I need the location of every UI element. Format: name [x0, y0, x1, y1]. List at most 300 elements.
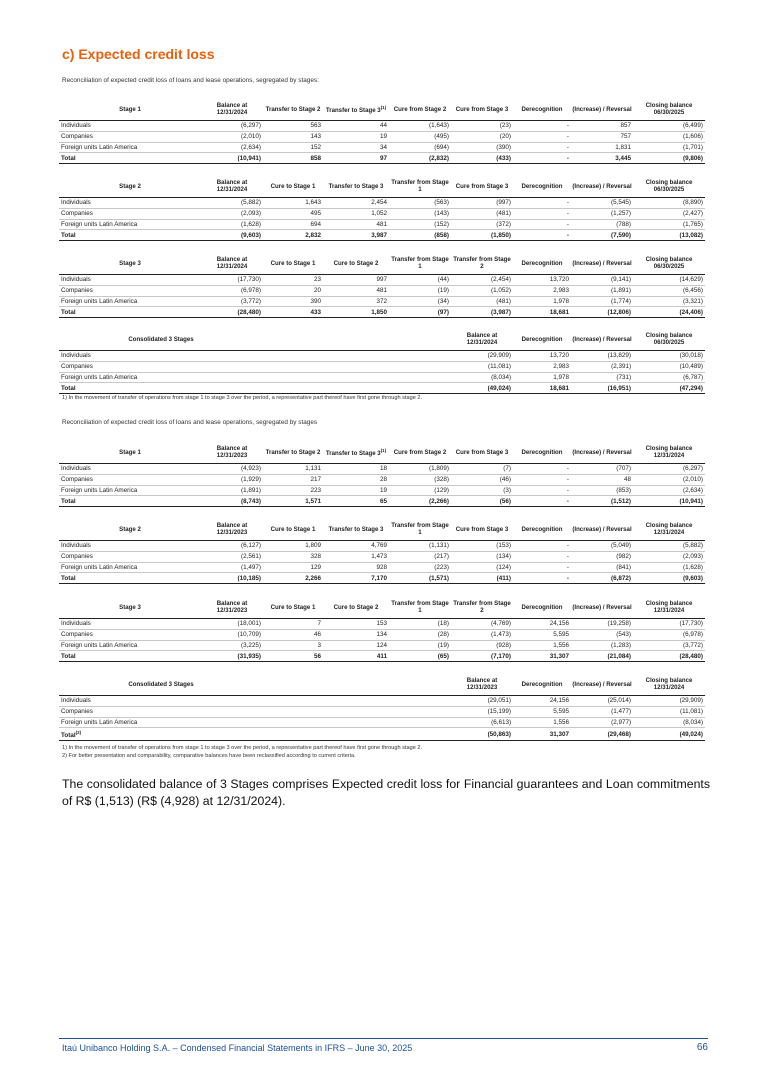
cell-value: (3,772) — [633, 640, 705, 651]
column-header-label: Closing balance 12/31/2024 — [645, 600, 693, 614]
cell-value: - — [513, 464, 571, 475]
row-label: Companies — [59, 474, 201, 485]
cell-value: 857 — [571, 121, 633, 132]
cell-value: (7) — [451, 464, 513, 475]
column-header — [571, 441, 633, 464]
cell-value: (1,477) — [571, 706, 633, 717]
row-label: Total — [59, 307, 201, 318]
column-header-label: Cure from Stage 2 — [393, 448, 447, 456]
cell-value: (11,081) — [451, 361, 513, 372]
column-header — [59, 518, 201, 541]
cell-value: (694) — [389, 142, 451, 153]
column-header: Closing balance 12/31/2024 — [633, 673, 705, 696]
table-row — [59, 474, 705, 485]
cell-value: (2,093) — [633, 551, 705, 562]
cell-value: (1,571) — [389, 573, 451, 584]
table-row — [59, 351, 705, 362]
cell-value: 129 — [263, 562, 323, 573]
cell-value: (997) — [451, 198, 513, 209]
row-label: Individuals — [59, 619, 201, 630]
column-header-label: Transfer from Stage 1 — [391, 256, 449, 270]
column-header — [389, 252, 451, 275]
total-row — [59, 307, 705, 318]
tables2025-stage2-table — [59, 175, 705, 241]
cell-value: (731) — [571, 372, 633, 383]
cell-value: 4,769 — [323, 541, 389, 552]
table-row — [59, 131, 705, 142]
cell-value: - — [513, 573, 571, 584]
cell-value: (134) — [451, 551, 513, 562]
cell-value: (481) — [451, 296, 513, 307]
column-header — [513, 518, 571, 541]
column-header-label: Closing balance 06/30/2025 — [645, 179, 693, 193]
column-header: (Increase) / Reversal — [571, 673, 633, 696]
row-label-text: Total — [61, 384, 76, 392]
cell-value: 34 — [323, 142, 389, 153]
cell-value: (2,454) — [451, 275, 513, 286]
cell-value: 13,720 — [513, 351, 571, 362]
column-header — [201, 441, 263, 464]
column-header-label: Transfer from Stage 1 — [391, 522, 449, 536]
cell-value: 3,987 — [323, 230, 389, 241]
cell-value: (11,081) — [633, 706, 705, 717]
cell-value: (1,497) — [201, 562, 263, 573]
cell-value: (6,499) — [633, 121, 705, 132]
cell-value: 997 — [323, 275, 389, 286]
tables2025-stage3-table — [59, 252, 705, 318]
cell-value: 1,850 — [323, 307, 389, 318]
column-header-label: Cure from Stage 3 — [455, 105, 509, 113]
cell-value: 390 — [263, 296, 323, 307]
cell-value: (495) — [389, 131, 451, 142]
column-header: Balance at 12/31/2023 — [451, 673, 513, 696]
cell-value: (10,941) — [633, 496, 705, 507]
table-row — [59, 142, 705, 153]
cell-value: - — [513, 562, 571, 573]
table-row — [59, 551, 705, 562]
column-header — [323, 596, 389, 619]
cell-value: - — [513, 219, 571, 230]
column-header-label: Transfer to Stage 3 — [325, 450, 381, 458]
total-row — [59, 383, 705, 394]
cell-value: (2,634) — [633, 485, 705, 496]
cell-value: 2,983 — [513, 285, 571, 296]
cell-value: (6,787) — [633, 372, 705, 383]
column-header-label: Cure to Stage 1 — [270, 603, 316, 611]
cell-value: (563) — [389, 198, 451, 209]
cell-value: 13,720 — [513, 275, 571, 286]
column-header — [451, 518, 513, 541]
column-header — [451, 596, 513, 619]
cell-value: 495 — [263, 208, 323, 219]
cell-value: - — [513, 142, 571, 153]
cell-value: (97) — [389, 307, 451, 318]
cell-value: (6,127) — [201, 541, 263, 552]
cell-value: (2,561) — [201, 551, 263, 562]
cell-value: 5,595 — [513, 629, 571, 640]
cell-value: (3,321) — [633, 296, 705, 307]
row-label: Companies — [59, 551, 201, 562]
column-header-label: Derecognition — [521, 525, 563, 533]
cell-value: - — [513, 474, 571, 485]
cell-value: 152 — [263, 142, 323, 153]
column-header-label: Balance at 12/31/2024 — [216, 256, 248, 270]
column-header-label: Balance at 12/31/2024 — [216, 102, 248, 116]
table-row — [59, 541, 705, 552]
cell-value: - — [513, 551, 571, 562]
cell-value: 24,156 — [513, 619, 571, 630]
row-label — [59, 728, 451, 741]
cell-value: (24,406) — [633, 307, 705, 318]
row-label: Total — [59, 573, 201, 584]
page-title: c) Expected credit loss — [62, 46, 215, 62]
column-header-label: Cure to Stage 1 — [270, 525, 316, 533]
column-header — [201, 252, 263, 275]
column-header: Consolidated 3 Stages — [59, 328, 263, 351]
cell-value: (1,929) — [201, 474, 263, 485]
cell-value: (433) — [451, 153, 513, 164]
row-label: Individuals — [59, 464, 201, 475]
column-header-label: Cure from Stage 2 — [393, 105, 447, 113]
column-header-label: (Increase) / Reversal — [572, 259, 632, 267]
column-header — [323, 252, 389, 275]
cell-value: (49,024) — [451, 383, 513, 394]
cell-value: (2,266) — [389, 496, 451, 507]
cell-value: 757 — [571, 131, 633, 142]
cell-value: (34) — [389, 296, 451, 307]
cell-value: (1,283) — [571, 640, 633, 651]
table-row — [59, 706, 705, 717]
column-header — [59, 441, 201, 464]
intro-2024: Reconciliation of expected credit loss of loans and lease operations, segregated by stages — [62, 419, 318, 426]
cell-value: (3,772) — [201, 296, 263, 307]
cell-value: (481) — [451, 208, 513, 219]
row-label: Foreign units Latin America — [59, 562, 201, 573]
column-header — [323, 441, 389, 464]
tables2024-stage3-table — [59, 596, 705, 662]
row-label: Foreign units Latin America — [59, 640, 201, 651]
column-header — [571, 518, 633, 541]
row-label — [59, 717, 451, 728]
cell-value: - — [513, 198, 571, 209]
column-header — [389, 518, 451, 541]
column-header — [633, 441, 705, 464]
column-header — [59, 596, 201, 619]
cell-value: (3) — [451, 485, 513, 496]
column-header-label: Transfer from Stage 1 — [391, 600, 449, 614]
cell-value: (29,468) — [571, 728, 633, 741]
cell-value: (841) — [571, 562, 633, 573]
column-header-label: Derecognition — [521, 259, 563, 267]
total-row — [59, 496, 705, 507]
cell-value: (10,709) — [201, 629, 263, 640]
cell-value: 858 — [263, 153, 323, 164]
cell-value: 19 — [323, 131, 389, 142]
cell-value: (10,489) — [633, 361, 705, 372]
cell-value: (25,014) — [571, 696, 633, 707]
cell-value: 48 — [571, 474, 633, 485]
cell-value: (2,391) — [571, 361, 633, 372]
column-header — [451, 441, 513, 464]
cell-value: 1,473 — [323, 551, 389, 562]
row-label-text: Total — [61, 732, 76, 740]
cell-value: 481 — [323, 285, 389, 296]
cell-value: (707) — [571, 464, 633, 475]
cell-value: 18 — [323, 464, 389, 475]
column-header — [513, 175, 571, 198]
footnote-marker: (1) — [380, 104, 387, 110]
cell-value: (29,909) — [633, 696, 705, 707]
cell-value: 5,595 — [513, 706, 571, 717]
column-header — [633, 518, 705, 541]
cell-value: 1,809 — [263, 541, 323, 552]
column-header-label: Derecognition — [521, 448, 563, 456]
cell-value: (2,010) — [201, 131, 263, 142]
row-label-text: Foreign units Latin America — [61, 718, 138, 726]
tables2025-stage1-table — [59, 98, 705, 164]
column-header — [513, 596, 571, 619]
cell-value: (928) — [451, 640, 513, 651]
cell-value: 1,978 — [513, 296, 571, 307]
cell-value: (1,606) — [633, 131, 705, 142]
cell-value: (6,872) — [571, 573, 633, 584]
column-header-label: Transfer to Stage 3 — [328, 525, 384, 533]
cell-value: (4,769) — [451, 619, 513, 630]
cell-value: 24,156 — [513, 696, 571, 707]
cell-value: (5,882) — [633, 541, 705, 552]
row-label — [59, 372, 451, 383]
cell-value: (47,294) — [633, 383, 705, 394]
cell-value: (10,941) — [201, 153, 263, 164]
row-label-text: Companies — [61, 708, 93, 716]
column-header — [389, 175, 451, 198]
column-header-label: (Increase) / Reversal — [572, 525, 632, 533]
cell-value: (372) — [451, 219, 513, 230]
cell-value: (2,093) — [201, 208, 263, 219]
cell-value: (13,829) — [571, 351, 633, 362]
cell-value: (18) — [389, 619, 451, 630]
header-spacer — [263, 328, 451, 351]
cell-value: 1,556 — [513, 640, 571, 651]
cell-value: (65) — [389, 651, 451, 662]
cell-value: (16,951) — [571, 383, 633, 394]
row-label-text: Individuals — [61, 697, 91, 705]
column-header — [201, 98, 263, 121]
table-row — [59, 372, 705, 383]
header-spacer — [263, 673, 451, 696]
cell-value: (8,034) — [633, 717, 705, 728]
cell-value: - — [513, 131, 571, 142]
cell-value: 563 — [263, 121, 323, 132]
cell-value: (44) — [389, 275, 451, 286]
table-row — [59, 619, 705, 630]
tables2024-stage2-table — [59, 518, 705, 584]
table-row — [59, 629, 705, 640]
cell-value: 23 — [263, 275, 323, 286]
cell-value: (1,643) — [389, 121, 451, 132]
column-header-label: Transfer to Stage 2 — [265, 448, 321, 456]
footnote-1-2024: 1) In the movement of transfer of operations from stage 1 to stage 3 over the period, a representative part thereof have first gone through stage 2. — [62, 745, 423, 751]
table-row — [59, 361, 705, 372]
cell-value: 1,978 — [513, 372, 571, 383]
column-header-label: Stage 1 — [119, 105, 141, 113]
column-header — [571, 596, 633, 619]
cell-value: 217 — [263, 474, 323, 485]
column-header-label: Cure to Stage 2 — [333, 603, 379, 611]
column-header — [201, 518, 263, 541]
cell-value: (29,909) — [451, 351, 513, 362]
column-header — [323, 175, 389, 198]
cell-value: 3 — [263, 640, 323, 651]
table-row — [59, 121, 705, 132]
row-label: Companies — [59, 208, 201, 219]
table-row — [59, 640, 705, 651]
column-header-label: Transfer from Stage 1 — [391, 179, 449, 193]
cell-value: 694 — [263, 219, 323, 230]
cell-value: (2,977) — [571, 717, 633, 728]
cell-value: 223 — [263, 485, 323, 496]
column-header-label: Transfer to Stage 3 — [325, 107, 381, 115]
cell-value: (28,480) — [633, 651, 705, 662]
column-header-label: Balance at 12/31/2023 — [216, 522, 248, 536]
column-header — [451, 252, 513, 275]
tables2024-stage1-table — [59, 441, 705, 507]
column-header-label: Cure to Stage 1 — [270, 182, 316, 190]
row-label-text: Individuals — [61, 352, 91, 360]
cell-value: (152) — [389, 219, 451, 230]
column-header: Derecognition — [513, 673, 571, 696]
column-header-label: Balance at 12/31/2024 — [216, 179, 248, 193]
column-header — [201, 175, 263, 198]
cell-value: (1,257) — [571, 208, 633, 219]
cell-value: (788) — [571, 219, 633, 230]
table-row — [59, 208, 705, 219]
column-header — [513, 252, 571, 275]
page-number: 66 — [696, 1042, 708, 1053]
row-label: Companies — [59, 131, 201, 142]
cell-value: 2,983 — [513, 361, 571, 372]
row-label: Foreign units Latin America — [59, 296, 201, 307]
column-header-label: Cure to Stage 1 — [270, 259, 316, 267]
column-header-label: Closing balance 12/31/2024 — [645, 522, 693, 536]
cell-value: (21,084) — [571, 651, 633, 662]
cell-value: - — [513, 485, 571, 496]
cell-value: 372 — [323, 296, 389, 307]
cell-value: 143 — [263, 131, 323, 142]
footnote-marker: (2) — [75, 730, 82, 736]
cell-value: 2,266 — [263, 573, 323, 584]
column-header-label: Derecognition — [521, 105, 563, 113]
table-row — [59, 275, 705, 286]
row-label: Individuals — [59, 541, 201, 552]
row-label: Foreign units Latin America — [59, 219, 201, 230]
column-header-label: Closing balance 06/30/2025 — [645, 256, 693, 270]
cell-value: 7 — [263, 619, 323, 630]
cell-value: (1,628) — [633, 562, 705, 573]
cell-value: 31,307 — [513, 728, 571, 741]
column-header-label: Cure to Stage 2 — [333, 259, 379, 267]
column-header-label: Balance at 12/31/2023 — [216, 445, 248, 459]
cell-value: 2,832 — [263, 230, 323, 241]
cell-value: (3,225) — [201, 640, 263, 651]
cell-value: 1,831 — [571, 142, 633, 153]
footnote-2-2024: 2) For better presentation and comparability, comparative balances have been reclassified according to current criteria. — [62, 753, 356, 759]
table-row — [59, 696, 705, 707]
row-label-text: Companies — [61, 363, 93, 371]
row-label: Individuals — [59, 198, 201, 209]
cell-value: 20 — [263, 285, 323, 296]
footer-divider — [59, 1038, 708, 1039]
cell-value: 433 — [263, 307, 323, 318]
cell-value: 1,131 — [263, 464, 323, 475]
cell-value: 46 — [263, 629, 323, 640]
column-header-label: Closing balance 06/30/2025 — [645, 102, 693, 116]
row-label — [59, 706, 451, 717]
cell-value: (1,891) — [571, 285, 633, 296]
cell-value: (4,923) — [201, 464, 263, 475]
row-label: Total — [59, 651, 201, 662]
cell-value: 1,643 — [263, 198, 323, 209]
cell-value: (10,185) — [201, 573, 263, 584]
table-row — [59, 485, 705, 496]
column-header-label: Cure from Stage 3 — [455, 182, 509, 190]
column-header: (Increase) / Reversal — [571, 328, 633, 351]
column-header-label: Derecognition — [521, 603, 563, 611]
total-row — [59, 651, 705, 662]
column-header — [59, 175, 201, 198]
tables2025-consolidated-table — [59, 328, 705, 394]
cell-value: (50,863) — [451, 728, 513, 741]
column-header — [201, 596, 263, 619]
column-header: Balance at 12/31/2024 — [451, 328, 513, 351]
cell-value: 134 — [323, 629, 389, 640]
cell-value: (23) — [451, 121, 513, 132]
cell-value: 18,681 — [513, 307, 571, 318]
row-label: Individuals — [59, 275, 201, 286]
cell-value: (19,258) — [571, 619, 633, 630]
total-row — [59, 728, 705, 741]
cell-value: 44 — [323, 121, 389, 132]
cell-value: (1,850) — [451, 230, 513, 241]
cell-value: (543) — [571, 629, 633, 640]
cell-value: (6,297) — [633, 464, 705, 475]
column-header — [263, 441, 323, 464]
column-header — [633, 596, 705, 619]
column-header-label: Balance at 12/31/2023 — [216, 600, 248, 614]
cell-value: (129) — [389, 485, 451, 496]
footnote-marker: (1) — [380, 447, 387, 453]
column-header — [633, 98, 705, 121]
table-row — [59, 717, 705, 728]
column-header-label: Stage 3 — [119, 259, 141, 267]
cell-value: (13,082) — [633, 230, 705, 241]
column-header-label: Derecognition — [521, 182, 563, 190]
cell-value: (1,809) — [389, 464, 451, 475]
cell-value: (6,613) — [451, 717, 513, 728]
cell-value: 328 — [263, 551, 323, 562]
cell-value: (28,480) — [201, 307, 263, 318]
total-row — [59, 153, 705, 164]
cell-value: (1,052) — [451, 285, 513, 296]
cell-value: (19) — [389, 640, 451, 651]
table-row — [59, 285, 705, 296]
cell-value: (5,545) — [571, 198, 633, 209]
cell-value: (20) — [451, 131, 513, 142]
row-label — [59, 351, 451, 362]
column-header — [59, 98, 201, 121]
cell-value: (8,034) — [451, 372, 513, 383]
column-header-label: Stage 3 — [119, 603, 141, 611]
